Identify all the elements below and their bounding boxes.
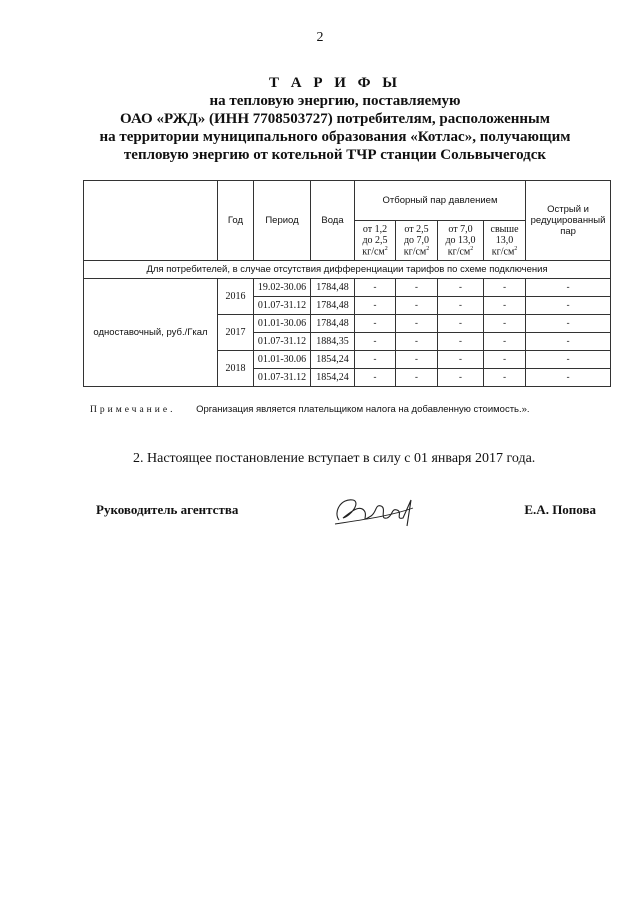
period-cell: 01.01-30.06 bbox=[254, 315, 311, 333]
period-cell: 01.01-30.06 bbox=[254, 351, 311, 369]
period-cell: 01.07-31.12 bbox=[254, 369, 311, 387]
value-cell: - bbox=[396, 351, 438, 369]
value-cell: - bbox=[484, 315, 526, 333]
note-label: Примечание. bbox=[90, 405, 176, 415]
value-cell: - bbox=[355, 297, 396, 315]
period-cell: 19.02-30.06 bbox=[254, 279, 311, 297]
title-heading: Т А Р И Ф Ы bbox=[268, 75, 402, 91]
value-cell: - bbox=[526, 333, 611, 351]
title-line: на территории муниципального образования «Котлас», получающим bbox=[99, 129, 571, 145]
value-cell: - bbox=[355, 315, 396, 333]
handwritten-signature bbox=[331, 490, 431, 530]
signer-position: Руководитель агентства bbox=[96, 502, 239, 517]
header-steam-col-4 bbox=[484, 221, 526, 261]
value-cell: - bbox=[526, 351, 611, 369]
value-cell: - bbox=[396, 279, 438, 297]
value-cell: - bbox=[396, 369, 438, 387]
steam-col-unit: $кг/см^2$ bbox=[362, 245, 388, 258]
header-period: Период bbox=[254, 181, 311, 261]
value-cell: - bbox=[526, 279, 611, 297]
value-cell: - bbox=[355, 369, 396, 387]
value-cell: - bbox=[484, 351, 526, 369]
steam-col-unit: $кг/см^2$ bbox=[491, 245, 518, 258]
water-cell: 1884,35 bbox=[311, 333, 355, 351]
water-cell: 1784,48 bbox=[311, 315, 355, 333]
water-cell: 1854,24 bbox=[311, 351, 355, 369]
period-cell: 01.07-31.12 bbox=[254, 297, 311, 315]
value-cell: - bbox=[396, 315, 438, 333]
value-cell: - bbox=[526, 315, 611, 333]
value-cell: - bbox=[355, 351, 396, 369]
value-cell: - bbox=[438, 279, 484, 297]
steam-col-unit: $кг/см^2$ bbox=[447, 245, 474, 258]
steam-col-line: от 2,5 bbox=[404, 223, 429, 235]
value-cell: - bbox=[355, 333, 396, 351]
title-line: тепловую энергию от котельной ТЧР станции Сольвычегодск bbox=[123, 147, 547, 163]
value-cell: - bbox=[526, 297, 611, 315]
steam-col-line: от 1,2 bbox=[362, 223, 388, 235]
value-cell: - bbox=[484, 333, 526, 351]
header-water: Вода bbox=[311, 181, 355, 261]
value-cell: - bbox=[484, 297, 526, 315]
header-sharp-steam: Острый и редуцированный пар bbox=[526, 181, 611, 261]
title-line: на тепловую энергию, поставляемую bbox=[209, 93, 461, 109]
header-year: Год bbox=[218, 181, 254, 261]
steam-col-line: свыше bbox=[490, 223, 519, 235]
note bbox=[90, 404, 630, 415]
row-label: одноставочный, руб./Гкал bbox=[84, 279, 218, 387]
period-cell: 01.07-31.12 bbox=[254, 333, 311, 351]
title-line: ОАО «РЖД» (ИНН 7708503727) потребителям, расположенным bbox=[120, 111, 550, 127]
header-blank bbox=[84, 181, 218, 261]
table-row bbox=[84, 279, 611, 297]
year-cell: 2016 bbox=[218, 279, 254, 315]
value-cell: - bbox=[438, 369, 484, 387]
year-cell: 2017 bbox=[218, 315, 254, 351]
value-cell: - bbox=[396, 297, 438, 315]
steam-col-line: от 7,0 bbox=[448, 223, 473, 235]
steam-col-line: до 13,0 bbox=[445, 234, 476, 246]
table-subheader: Для потребителей, в случае отсутствия дифференциации тарифов по схеме подключения bbox=[84, 261, 611, 279]
note-text: Организация является плательщиком налога на добавленную стоимость.». bbox=[196, 404, 530, 415]
signer-name: Е.А. Попова bbox=[524, 502, 596, 517]
steam-col-unit: $кг/см^2$ bbox=[403, 245, 430, 258]
clause-text: 2. Настоящее постановление вступает в силу с 01 января 2017 года. bbox=[133, 451, 536, 466]
steam-col-line: 13,0 bbox=[495, 234, 514, 246]
water-cell: 1784,48 bbox=[311, 279, 355, 297]
value-cell: - bbox=[438, 315, 484, 333]
value-cell: - bbox=[438, 333, 484, 351]
value-cell: - bbox=[396, 333, 438, 351]
value-cell: - bbox=[526, 369, 611, 387]
steam-col-line: до 2,5 bbox=[362, 234, 388, 246]
value-cell: - bbox=[438, 351, 484, 369]
header-steam-col-2 bbox=[396, 221, 438, 261]
water-cell: 1784,48 bbox=[311, 297, 355, 315]
value-cell: - bbox=[484, 279, 526, 297]
value-cell: - bbox=[484, 369, 526, 387]
water-cell: 1854,24 bbox=[311, 369, 355, 387]
value-cell: - bbox=[355, 279, 396, 297]
document-title bbox=[40, 74, 630, 164]
header-steam-group: Отборный пар давлением bbox=[355, 181, 526, 221]
tariff-table bbox=[83, 180, 611, 387]
value-cell: - bbox=[438, 297, 484, 315]
header-steam-col-1 bbox=[355, 221, 396, 261]
header-steam-col-3 bbox=[438, 221, 484, 261]
steam-col-line: до 7,0 bbox=[403, 234, 430, 246]
page-number: 2 bbox=[316, 30, 324, 45]
year-cell: 2018 bbox=[218, 351, 254, 387]
